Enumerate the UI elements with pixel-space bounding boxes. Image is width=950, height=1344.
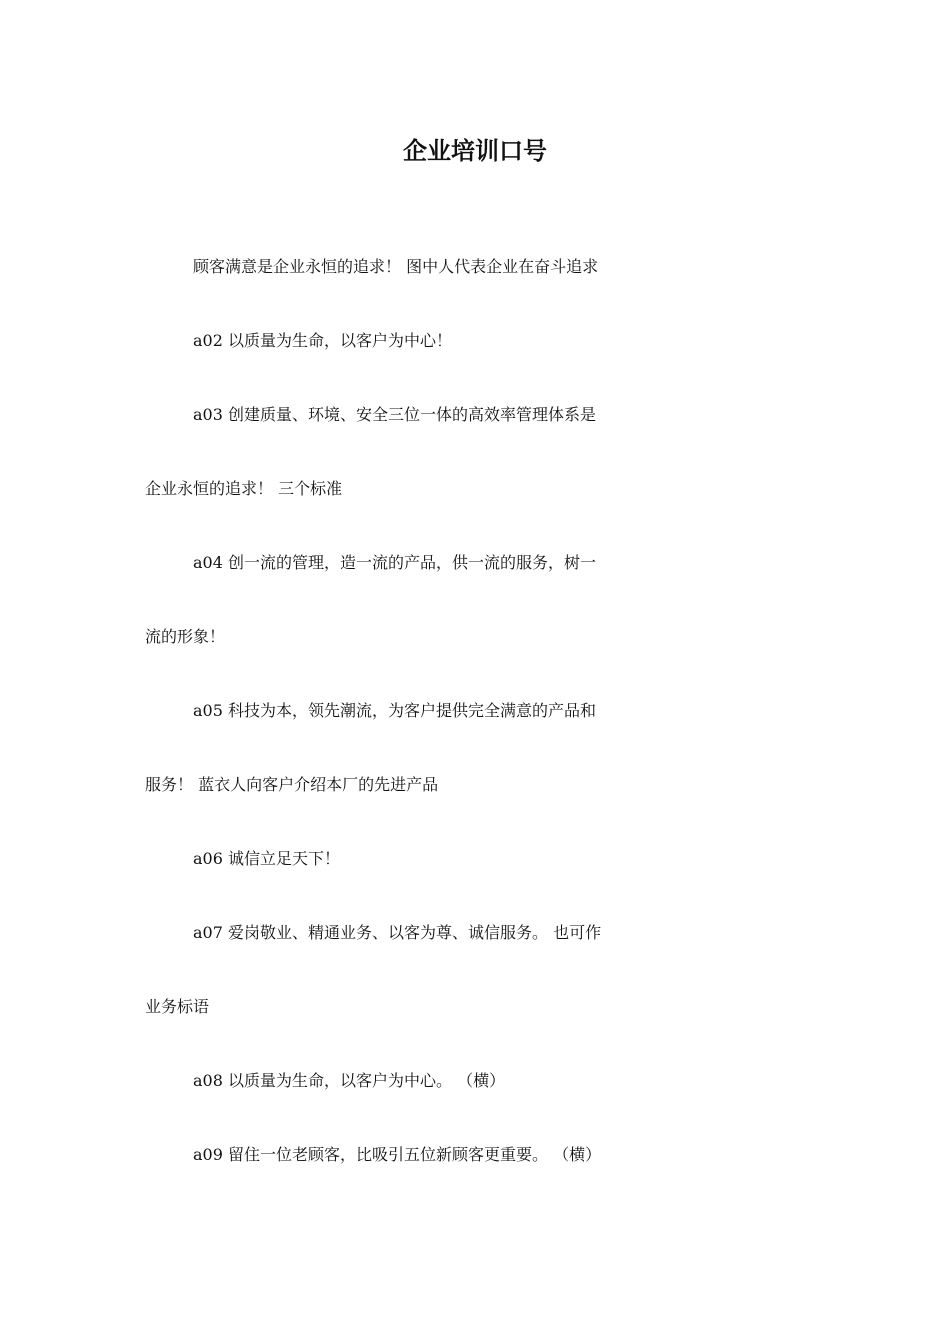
document-title: 企业培训口号 [403,136,547,165]
text-line-13: a09 留住一位老顾客，比吸引五位新顾客更重要。 （横） [193,1145,602,1164]
text-line-2: a02 以质量为生命，以客户为中心！ [193,331,452,350]
text-line-4: 企业永恒的追求！ 三个标准 [145,479,343,498]
text-line-7: a05 科技为本，领先潮流，为客户提供完全满意的产品和 [193,701,596,720]
text-line-5: a04 创一流的管理，造一流的产品，供一流的服务，树一 [193,553,596,572]
text-line-9: a06 诚信立足天下！ [193,849,340,868]
text-line-10: a07 爱岗敬业、精通业务、以客为尊、诚信服务。 也可作 [193,923,602,942]
text-line-11: 业务标语 [145,997,210,1016]
text-line-6: 流的形象！ [145,627,226,646]
text-line-8: 服务！ 蓝衣人向客户介绍本厂的先进产品 [145,775,439,794]
document-body [145,254,809,1216]
text-line-1: 顾客满意是企业永恒的追求！ 图中人代表企业在奋斗追求 [193,257,599,276]
text-line-12: a08 以质量为生命，以客户为中心。 （横） [193,1071,506,1090]
text-line-3: a03 创建质量、环境、安全三位一体的高效率管理体系是 [193,405,596,424]
